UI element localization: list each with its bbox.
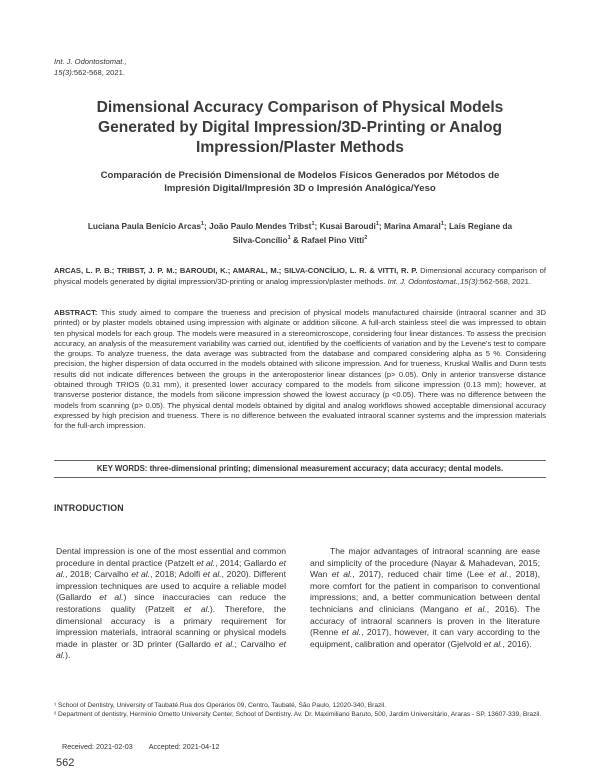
- footnote-affiliation-2: ² Department of dentistry, Hermínio Ometto University Center, School of Dentistry. Av. Dr. Maximiliano Baruto, 500, Jardim Universitário, Araras - SP, 13607-339, Brazil.: [54, 710, 542, 718]
- body-text: ). Therefore, the dimensional accuracy is a primary requirement for impression materials, intraoral scanning or physical models made in plaster or 3D printer (Gallardo: [56, 603, 286, 649]
- affiliation-mark: 1: [200, 221, 205, 228]
- body-text-italic: et al.: [341, 627, 362, 638]
- section-heading-introduction: INTRODUCTION: [54, 503, 124, 513]
- body-text-italic: et al.: [196, 557, 216, 568]
- submission-dates: [62, 742, 219, 751]
- affiliation-mark: 2: [364, 234, 368, 241]
- body-text-italic: et al.: [56, 557, 286, 580]
- page-number: 562: [56, 757, 75, 769]
- footnote-affiliation-1: ¹ School of Dentistry, University of Taubaté.Rua dos Operários 09, Centro, Taubaté, São Paulo, 12020-340, Brazil.: [54, 702, 387, 709]
- body-text: , 2018; Adolfi: [150, 569, 203, 580]
- body-column-right: [310, 546, 540, 650]
- body-text: , 2017), however, it can vary according to the equipment, calibration and operator (Gjelvold: [310, 627, 540, 649]
- body-text-italic: et al.: [464, 603, 487, 614]
- journal-reference: [54, 56, 127, 78]
- author-name: Luciana Paula Benício Arcas: [87, 221, 201, 231]
- body-text-italic: et al.: [183, 603, 210, 614]
- affiliation-mark: 1: [311, 221, 315, 228]
- body-text-italic: et al.: [202, 569, 222, 580]
- author-name: ; Laís Regiane da Silva-Concílio: [232, 221, 513, 245]
- body-text: ).: [65, 650, 71, 661]
- body-text: , 2020). Different impression techniques are used to acquire a reliable model (Gallardo: [56, 569, 286, 603]
- abstract: [54, 308, 546, 432]
- footnotes: [54, 702, 546, 720]
- received-date: Received: 2021-02-03: [62, 742, 133, 751]
- body-text: ) since inaccuracies can reduce the restorations quality (Patzelt: [56, 592, 286, 614]
- keywords-bottom-rule: [54, 477, 546, 478]
- body-text-italic: et al.: [331, 569, 353, 580]
- affiliation-mark: 1: [440, 221, 444, 228]
- citation-authors: ARCAS, L. P. B.; TRIBST, J. P. M.; BAROUDI, K.; AMARAL, M.; SILVA-CONCÍLIO, L. R. & VITTI, R. P.: [54, 266, 418, 275]
- author-name: ; Kusai Baroudi: [314, 221, 376, 231]
- affiliation-mark: 1: [287, 234, 291, 241]
- body-text: , 2018; Carvalho: [65, 569, 132, 580]
- body-text-italic: et al.: [56, 638, 286, 661]
- body-text: , 2016).: [502, 638, 532, 649]
- article-subtitle-spanish: Comparación de Precisión Dimensional de Modelos Físicos Generados por Métodos de Impresión Digital/Impresión 3D o Impresión Analógica/Yeso: [100, 170, 500, 194]
- keywords: KEY WORDS: three-dimensional printing; dimensional measurement accuracy; data accuracy; dental models.: [96, 464, 504, 473]
- body-text-italic: et al.: [483, 638, 503, 649]
- body-text-italic: et al.: [131, 569, 151, 580]
- author-name: & Rafael Pino Vitti: [290, 234, 365, 245]
- author-list: [80, 220, 520, 247]
- body-text-italic: et al.: [99, 592, 124, 603]
- body-text: , 2017), reduced chair time (Lee: [352, 569, 489, 580]
- body-text-italic: et al.: [488, 569, 509, 580]
- author-name: ; Marina Amaral: [378, 221, 441, 231]
- article-title: Dimensional Accuracy Comparison of Physical Models Generated by Digital Impression/3D-Printing or Analog Impression/Plaster Methods: [96, 99, 504, 156]
- body-text: ; Carvalho: [234, 638, 279, 649]
- keywords-top-rule: [54, 460, 546, 461]
- body-text: , 2014; Gallardo: [215, 557, 279, 568]
- affiliation-mark: 1: [375, 221, 379, 228]
- citation-block: [54, 266, 546, 287]
- journal-pages: 562-568, 2021.: [73, 68, 125, 77]
- author-name: ; João Paulo Mendes Tribst: [204, 221, 312, 231]
- body-column-left: [56, 546, 286, 662]
- abstract-text: This study aimed to compare the trueness and precision of physical models manufactured chairside (intraoral scanner and 3D printed) or by plaster models obtained using impression with alginate or addition silicone. A full-arch stainless steel die was impressed to obtain ten physical models for each group. The models were measured in a stereomicroscope, considering four linear distances. To assess the precision accuracy, an analysis of the measurement variability was carried out, identified by the coefficients of variation and by the Levene's test to compare the groups. To analyze trueness, the data average was subtracted from the database and compared considering alpha as 5 %. Considering precision, the higher dispersion of data occurred in the models obtained with silicone impression. And for trueness, Kruskal Wallis and Dunn tests results did not indicate differences between the groups in the anteroposterior linear distances (p> 0.05). Only in anterior transverse distance obtained through TRIOS (0.31 mm), it presented lower accuracy compared to the models from silicone impression (0.13 mm); however, at transverse posterior distance, the models from silicone impression showed the lowest accuracy (p <0.05). There was no difference between the models from scanning (p> 0.05). The physical dental models obtained by digital and analog workflows showed acceptable dimensional accuracy expressed by high precision and trueness. There is no difference between the evaluated intraoral scanner systems and the impression materials for the full-arch impression.: [54, 308, 546, 431]
- journal-name: Int. J. Odontostomat.,: [54, 57, 127, 66]
- citation-pages: :562-568, 2021.: [477, 276, 532, 286]
- citation-text: Dimensional accuracy comparison of physical models generated by digital impression/3D-printing or analog impression/plaster methods.: [54, 266, 546, 286]
- citation-volume: 15(3): [460, 276, 478, 286]
- body-text: Dental impression is one of the most essential and common procedure in dental practice (Patzelt: [56, 546, 286, 568]
- body-text: , 2016). The accuracy of intraoral scanners is proven in the literature (Renne: [310, 603, 540, 638]
- body-text: , 2018), more comfort for the patient in comparison to conventional impressions; and, a better communication between dental technicians and clinicians (Mangano: [310, 569, 540, 614]
- accepted-date: Accepted: 2021-04-12: [148, 742, 220, 751]
- body-text: The major advantages of intraoral scanning are ease and simplicity of the procedure (Nayar & Mahadevan, 2015; Wan: [310, 546, 540, 580]
- journal-volume: 15(3):: [54, 68, 74, 77]
- abstract-label: ABSTRACT:: [54, 308, 98, 317]
- journal-volume-pages: [54, 67, 127, 78]
- citation-journal: Int. J. Odontostomat.,: [387, 276, 461, 286]
- body-text-italic: et al.: [214, 638, 235, 649]
